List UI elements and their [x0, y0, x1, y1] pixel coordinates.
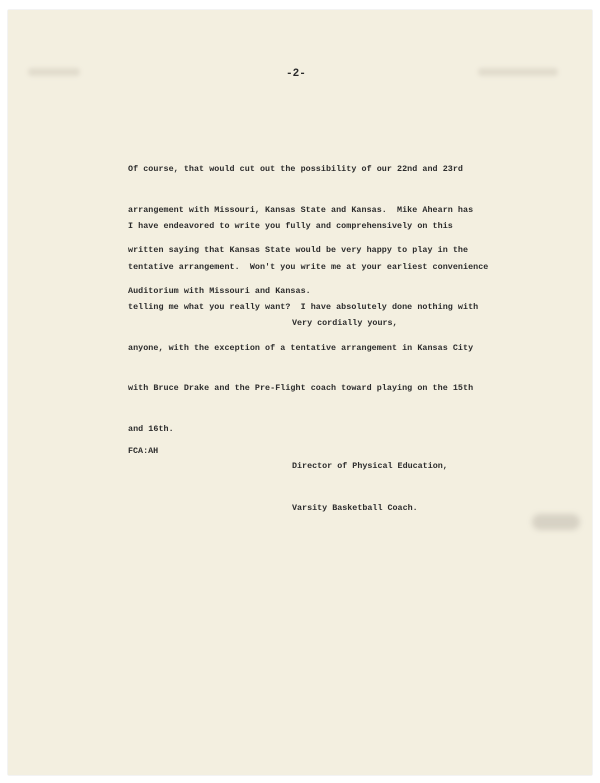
- page-number: -2-: [286, 68, 306, 80]
- text-line: tentative arrangement. Won't you write me at your earliest convenience: [128, 261, 489, 272]
- text-line: arrangement with Missouri, Kansas State and Kansas. Mike Ahearn has: [128, 204, 474, 215]
- text-line: written saying that Kansas State would be very happy to play in the: [128, 245, 469, 255]
- text-line: I have endeavored to write you fully and comprehensively on this: [128, 221, 453, 231]
- signature-block: [292, 431, 448, 529]
- text-line: Of course, that would cut out the possibility of our 22nd and 23rd: [128, 164, 464, 174]
- paper-smudge: [28, 68, 80, 76]
- text-line: telling me what you really want? I have absolutely done nothing with: [128, 302, 479, 312]
- paper-smudge: [532, 514, 580, 530]
- paper-smudge: [478, 68, 558, 76]
- reference-initials: FCA:AH: [128, 446, 159, 456]
- text-line: and 16th.: [128, 423, 174, 434]
- signature-title-line: Director of Physical Education,: [292, 461, 448, 471]
- text-line: Auditorium with Missouri and Kansas.: [128, 285, 311, 296]
- text-line: anyone, with the exception of a tentative arrangement in Kansas City: [128, 342, 474, 353]
- closing: Very cordially yours,: [292, 318, 398, 328]
- signature-title-line: Varsity Basketball Coach.: [292, 503, 418, 513]
- text-line: with Bruce Drake and the Pre-Flight coach toward playing on the 15th: [128, 383, 474, 393]
